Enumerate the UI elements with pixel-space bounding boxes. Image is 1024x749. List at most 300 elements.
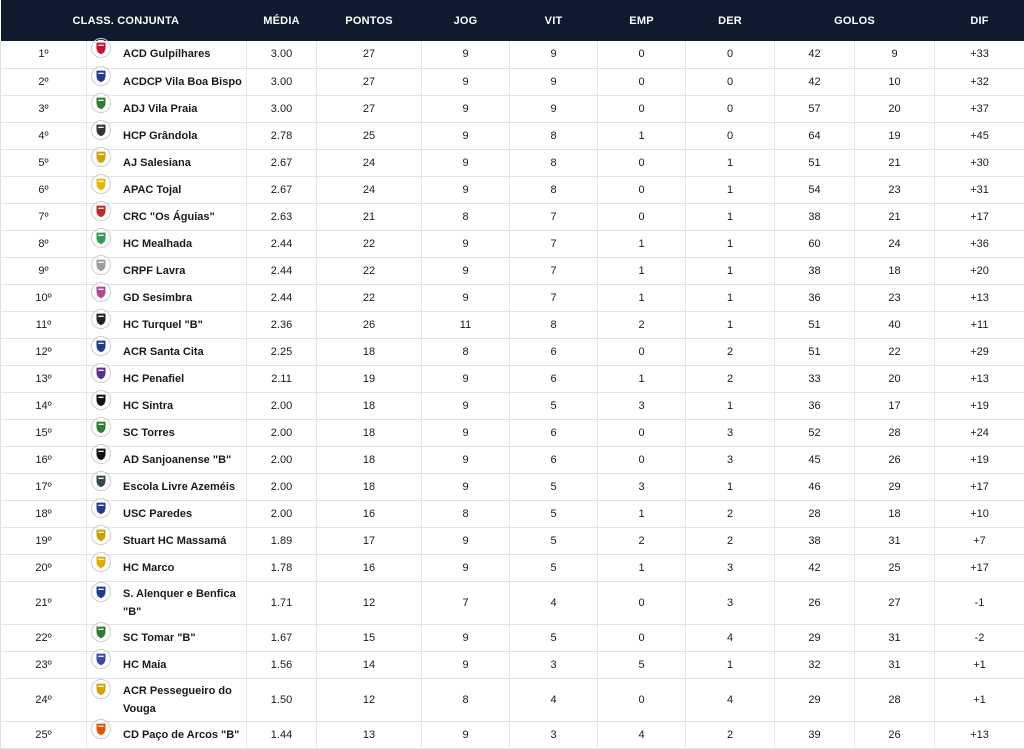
position-cell: 11º — [1, 311, 87, 338]
club-crest-icon — [91, 582, 111, 602]
table-row[interactable] — [1, 230, 1024, 257]
media-cell: 2.00 — [247, 392, 317, 419]
position-cell: 1º — [1, 41, 87, 68]
der-cell: 3 — [686, 554, 775, 581]
dif-cell: +17 — [935, 473, 1024, 500]
club-name[interactable]: GD Sesimbra — [123, 292, 192, 304]
club-cell[interactable] — [87, 257, 247, 284]
club-name[interactable]: CRPF Lavra — [123, 265, 185, 277]
goals-for-cell: 60 — [775, 230, 855, 257]
der-cell: 2 — [686, 338, 775, 365]
dif-cell: +31 — [935, 176, 1024, 203]
emp-cell: 1 — [598, 257, 686, 284]
dif-cell: +29 — [935, 338, 1024, 365]
jog-cell: 9 — [422, 392, 510, 419]
table-row[interactable] — [1, 721, 1024, 748]
media-cell: 2.67 — [247, 149, 317, 176]
emp-cell: 1 — [598, 554, 686, 581]
position-cell: 6º — [1, 176, 87, 203]
table-row[interactable] — [1, 651, 1024, 678]
jog-cell: 9 — [422, 149, 510, 176]
vit-cell: 6 — [510, 365, 598, 392]
table-row[interactable] — [1, 365, 1024, 392]
goals-for-cell: 38 — [775, 527, 855, 554]
col-header-der[interactable]: DER — [686, 0, 775, 41]
club-cell[interactable] — [87, 176, 247, 203]
col-header-emp[interactable]: EMP — [598, 0, 686, 41]
media-cell: 2.78 — [247, 122, 317, 149]
club-cell[interactable] — [87, 338, 247, 365]
media-cell: 2.00 — [247, 419, 317, 446]
club-crest-icon — [91, 147, 111, 167]
der-cell: 3 — [686, 581, 775, 624]
table-row[interactable] — [1, 338, 1024, 365]
position-cell: 23º — [1, 651, 87, 678]
table-row[interactable] — [1, 257, 1024, 284]
position-cell: 21º — [1, 581, 87, 624]
vit-cell: 5 — [510, 392, 598, 419]
club-crest-icon — [91, 66, 111, 86]
emp-cell: 2 — [598, 311, 686, 338]
club-cell[interactable] — [87, 284, 247, 311]
pontos-cell: 14 — [317, 651, 422, 678]
jog-cell: 9 — [422, 365, 510, 392]
club-cell[interactable] — [87, 392, 247, 419]
goals-for-cell: 46 — [775, 473, 855, 500]
jog-cell: 9 — [422, 419, 510, 446]
club-name[interactable]: HC Turquel "B" — [123, 319, 203, 331]
emp-cell: 0 — [598, 338, 686, 365]
jog-cell: 8 — [422, 500, 510, 527]
vit-cell: 4 — [510, 678, 598, 721]
club-crest-icon — [91, 282, 111, 302]
goals-for-cell: 28 — [775, 500, 855, 527]
club-crest-icon — [91, 622, 111, 642]
emp-cell: 1 — [598, 500, 686, 527]
jog-cell: 9 — [422, 95, 510, 122]
club-cell[interactable] — [87, 473, 247, 500]
club-cell[interactable] — [87, 446, 247, 473]
club-crest-icon — [91, 525, 111, 545]
dif-cell: +19 — [935, 392, 1024, 419]
table-row[interactable] — [1, 149, 1024, 176]
goals-for-cell: 64 — [775, 122, 855, 149]
vit-cell: 6 — [510, 446, 598, 473]
club-name[interactable]: CRC "Os Águias" — [123, 211, 215, 223]
club-crest-icon — [91, 552, 111, 572]
club-name[interactable]: HC Mealhada — [123, 238, 192, 250]
club-name[interactable]: HC Maia — [123, 659, 166, 671]
club-cell[interactable] — [87, 500, 247, 527]
club-cell[interactable] — [87, 203, 247, 230]
goals-for-cell: 51 — [775, 311, 855, 338]
goals-for-cell: 26 — [775, 581, 855, 624]
emp-cell: 0 — [598, 68, 686, 95]
club-cell[interactable] — [87, 721, 247, 748]
goals-against-cell: 25 — [855, 554, 935, 581]
col-header-dif[interactable]: DIF — [935, 0, 1024, 41]
table-row[interactable] — [1, 678, 1024, 721]
goals-against-cell: 40 — [855, 311, 935, 338]
position-cell: 15º — [1, 419, 87, 446]
dif-cell: +17 — [935, 554, 1024, 581]
vit-cell: 7 — [510, 230, 598, 257]
club-crest-icon — [91, 471, 111, 491]
table-row[interactable] — [1, 203, 1024, 230]
dif-cell: +45 — [935, 122, 1024, 149]
col-header-golos[interactable]: GOLOS — [775, 0, 935, 41]
position-cell: 14º — [1, 392, 87, 419]
goals-against-cell: 20 — [855, 95, 935, 122]
table-row[interactable] — [1, 176, 1024, 203]
goals-for-cell: 39 — [775, 721, 855, 748]
der-cell: 1 — [686, 651, 775, 678]
club-cell[interactable] — [87, 149, 247, 176]
emp-cell: 5 — [598, 651, 686, 678]
pontos-cell: 27 — [317, 41, 422, 68]
media-cell: 2.44 — [247, 257, 317, 284]
dif-cell: +11 — [935, 311, 1024, 338]
pontos-cell: 16 — [317, 500, 422, 527]
vit-cell: 7 — [510, 284, 598, 311]
club-crest-icon — [91, 38, 111, 58]
club-crest-icon — [91, 498, 111, 518]
table-header — [1, 0, 1024, 41]
goals-against-cell: 20 — [855, 365, 935, 392]
goals-for-cell: 33 — [775, 365, 855, 392]
pontos-cell: 13 — [317, 721, 422, 748]
jog-cell: 9 — [422, 446, 510, 473]
pontos-cell: 22 — [317, 284, 422, 311]
club-cell[interactable] — [87, 527, 247, 554]
club-name[interactable]: HCP Grândola — [123, 130, 197, 142]
emp-cell: 0 — [598, 581, 686, 624]
pontos-cell: 27 — [317, 68, 422, 95]
vit-cell: 5 — [510, 624, 598, 651]
media-cell: 3.00 — [247, 41, 317, 68]
club-cell[interactable] — [87, 419, 247, 446]
club-name[interactable]: ACR Santa Cita — [123, 346, 204, 358]
club-cell[interactable] — [87, 624, 247, 651]
vit-cell: 3 — [510, 651, 598, 678]
emp-cell: 1 — [598, 230, 686, 257]
goals-against-cell: 24 — [855, 230, 935, 257]
emp-cell: 0 — [598, 678, 686, 721]
jog-cell: 9 — [422, 527, 510, 554]
club-crest-icon — [91, 417, 111, 437]
goals-against-cell: 9 — [855, 41, 935, 68]
table-body — [1, 41, 1024, 748]
jog-cell: 9 — [422, 721, 510, 748]
goals-for-cell: 36 — [775, 284, 855, 311]
club-name[interactable]: HC Sintra — [123, 400, 173, 412]
media-cell: 1.89 — [247, 527, 317, 554]
col-header-media[interactable]: MÉDIA — [247, 0, 317, 41]
dif-cell: +7 — [935, 527, 1024, 554]
media-cell: 2.67 — [247, 176, 317, 203]
emp-cell: 0 — [598, 419, 686, 446]
position-cell: 7º — [1, 203, 87, 230]
emp-cell: 0 — [598, 176, 686, 203]
jog-cell: 9 — [422, 122, 510, 149]
club-name[interactable]: APAC Tojal — [123, 184, 181, 196]
vit-cell: 5 — [510, 527, 598, 554]
der-cell: 3 — [686, 419, 775, 446]
goals-against-cell: 21 — [855, 203, 935, 230]
dif-cell: +32 — [935, 68, 1024, 95]
pontos-cell: 27 — [317, 95, 422, 122]
jog-cell: 8 — [422, 338, 510, 365]
dif-cell: +13 — [935, 284, 1024, 311]
position-cell: 19º — [1, 527, 87, 554]
table-row[interactable] — [1, 311, 1024, 338]
media-cell: 3.00 — [247, 68, 317, 95]
table-row[interactable] — [1, 527, 1024, 554]
goals-for-cell: 38 — [775, 257, 855, 284]
media-cell: 2.36 — [247, 311, 317, 338]
dif-cell: +36 — [935, 230, 1024, 257]
jog-cell: 9 — [422, 230, 510, 257]
der-cell: 1 — [686, 149, 775, 176]
dif-cell: +13 — [935, 721, 1024, 748]
jog-cell: 9 — [422, 554, 510, 581]
goals-against-cell: 31 — [855, 651, 935, 678]
goals-against-cell: 17 — [855, 392, 935, 419]
emp-cell: 4 — [598, 721, 686, 748]
position-cell: 9º — [1, 257, 87, 284]
club-name[interactable]: SC Tomar "B" — [123, 632, 196, 644]
dif-cell: +1 — [935, 678, 1024, 721]
emp-cell: 3 — [598, 392, 686, 419]
position-cell: 17º — [1, 473, 87, 500]
club-name[interactable]: ACR Pessegueiro do Vouga — [123, 682, 246, 718]
club-cell[interactable] — [87, 365, 247, 392]
position-cell: 2º — [1, 68, 87, 95]
der-cell: 2 — [686, 721, 775, 748]
media-cell: 2.63 — [247, 203, 317, 230]
table-row[interactable] — [1, 392, 1024, 419]
col-header-vit[interactable]: VIT — [510, 0, 598, 41]
emp-cell: 0 — [598, 41, 686, 68]
pontos-cell: 18 — [317, 392, 422, 419]
club-name[interactable]: SC Torres — [123, 427, 175, 439]
goals-for-cell: 36 — [775, 392, 855, 419]
col-header-jog[interactable]: JOG — [422, 0, 510, 41]
pontos-cell: 19 — [317, 365, 422, 392]
media-cell: 1.50 — [247, 678, 317, 721]
club-name[interactable]: HC Penafiel — [123, 373, 184, 385]
goals-for-cell: 38 — [775, 203, 855, 230]
der-cell: 1 — [686, 311, 775, 338]
goals-for-cell: 32 — [775, 651, 855, 678]
club-cell[interactable] — [87, 581, 247, 624]
position-cell: 4º — [1, 122, 87, 149]
media-cell: 1.78 — [247, 554, 317, 581]
club-name[interactable]: CD Paço de Arcos "B" — [123, 729, 239, 741]
vit-cell: 5 — [510, 500, 598, 527]
jog-cell: 8 — [422, 678, 510, 721]
club-crest-icon — [91, 390, 111, 410]
der-cell: 3 — [686, 446, 775, 473]
club-cell[interactable] — [87, 41, 247, 68]
table-row[interactable] — [1, 284, 1024, 311]
der-cell: 1 — [686, 284, 775, 311]
jog-cell: 8 — [422, 203, 510, 230]
jog-cell: 9 — [422, 624, 510, 651]
club-name[interactable]: HC Marco — [123, 562, 174, 574]
table-row[interactable] — [1, 122, 1024, 149]
media-cell: 2.00 — [247, 500, 317, 527]
pontos-cell: 12 — [317, 581, 422, 624]
club-crest-icon — [91, 336, 111, 356]
club-cell[interactable] — [87, 311, 247, 338]
pontos-cell: 18 — [317, 446, 422, 473]
club-crest-icon — [91, 363, 111, 383]
club-name[interactable]: AJ Salesiana — [123, 157, 191, 169]
der-cell: 0 — [686, 68, 775, 95]
club-name[interactable]: Escola Livre Azeméis — [123, 481, 235, 493]
club-cell[interactable] — [87, 678, 247, 721]
table-row[interactable] — [1, 473, 1024, 500]
table-row[interactable] — [1, 41, 1024, 68]
table-row[interactable] — [1, 554, 1024, 581]
table-row[interactable] — [1, 95, 1024, 122]
dif-cell: +33 — [935, 41, 1024, 68]
jog-cell: 9 — [422, 284, 510, 311]
goals-for-cell: 29 — [775, 624, 855, 651]
goals-against-cell: 31 — [855, 624, 935, 651]
jog-cell: 9 — [422, 68, 510, 95]
club-cell[interactable] — [87, 68, 247, 95]
dif-cell: +17 — [935, 203, 1024, 230]
club-cell[interactable] — [87, 122, 247, 149]
position-cell: 24º — [1, 678, 87, 721]
club-name[interactable]: ACD Gulpilhares — [123, 48, 210, 60]
club-crest-icon — [91, 719, 111, 739]
der-cell: 1 — [686, 230, 775, 257]
goals-for-cell: 54 — [775, 176, 855, 203]
goals-against-cell: 18 — [855, 500, 935, 527]
vit-cell: 8 — [510, 149, 598, 176]
club-name[interactable]: ACDCP Vila Boa Bispo — [123, 76, 242, 88]
der-cell: 0 — [686, 122, 775, 149]
vit-cell: 7 — [510, 203, 598, 230]
der-cell: 2 — [686, 500, 775, 527]
goals-against-cell: 23 — [855, 176, 935, 203]
table-row[interactable] — [1, 419, 1024, 446]
pontos-cell: 22 — [317, 257, 422, 284]
emp-cell: 0 — [598, 624, 686, 651]
goals-for-cell: 42 — [775, 41, 855, 68]
club-name[interactable]: Stuart HC Massamá — [123, 535, 226, 547]
der-cell: 1 — [686, 203, 775, 230]
position-cell: 8º — [1, 230, 87, 257]
jog-cell: 9 — [422, 473, 510, 500]
goals-for-cell: 51 — [775, 338, 855, 365]
pontos-cell: 12 — [317, 678, 422, 721]
dif-cell: +10 — [935, 500, 1024, 527]
vit-cell: 4 — [510, 581, 598, 624]
goals-against-cell: 31 — [855, 527, 935, 554]
emp-cell: 0 — [598, 95, 686, 122]
club-cell[interactable] — [87, 651, 247, 678]
goals-against-cell: 23 — [855, 284, 935, 311]
club-name[interactable]: USC Paredes — [123, 508, 192, 520]
col-header-pontos[interactable]: PONTOS — [317, 0, 422, 41]
club-name[interactable]: AD Sanjoanense "B" — [123, 454, 231, 466]
goals-against-cell: 26 — [855, 721, 935, 748]
col-header-club[interactable]: CLASS. CONJUNTA — [1, 0, 247, 41]
der-cell: 4 — [686, 678, 775, 721]
jog-cell: 9 — [422, 41, 510, 68]
position-cell: 10º — [1, 284, 87, 311]
club-name[interactable]: S. Alenquer e Benfica "B" — [123, 585, 246, 621]
position-cell: 25º — [1, 721, 87, 748]
position-cell: 22º — [1, 624, 87, 651]
vit-cell: 9 — [510, 41, 598, 68]
dif-cell: +13 — [935, 365, 1024, 392]
pontos-cell: 22 — [317, 230, 422, 257]
der-cell: 0 — [686, 95, 775, 122]
club-cell[interactable] — [87, 95, 247, 122]
club-crest-icon — [91, 309, 111, 329]
der-cell: 1 — [686, 257, 775, 284]
emp-cell: 0 — [598, 203, 686, 230]
der-cell: 2 — [686, 527, 775, 554]
pontos-cell: 26 — [317, 311, 422, 338]
der-cell: 4 — [686, 624, 775, 651]
goals-for-cell: 29 — [775, 678, 855, 721]
vit-cell: 5 — [510, 554, 598, 581]
position-cell: 12º — [1, 338, 87, 365]
dif-cell: -1 — [935, 581, 1024, 624]
club-name[interactable]: ADJ Vila Praia — [123, 103, 197, 115]
dif-cell: +37 — [935, 95, 1024, 122]
goals-against-cell: 27 — [855, 581, 935, 624]
table-row[interactable] — [1, 624, 1024, 651]
club-cell[interactable] — [87, 230, 247, 257]
pontos-cell: 25 — [317, 122, 422, 149]
emp-cell: 1 — [598, 284, 686, 311]
club-crest-icon — [91, 174, 111, 194]
goals-for-cell: 57 — [775, 95, 855, 122]
table-row[interactable] — [1, 68, 1024, 95]
position-cell: 20º — [1, 554, 87, 581]
dif-cell: +20 — [935, 257, 1024, 284]
der-cell: 1 — [686, 176, 775, 203]
position-cell: 5º — [1, 149, 87, 176]
goals-for-cell: 45 — [775, 446, 855, 473]
pontos-cell: 18 — [317, 338, 422, 365]
table-row[interactable] — [1, 500, 1024, 527]
vit-cell: 6 — [510, 419, 598, 446]
dif-cell: +19 — [935, 446, 1024, 473]
position-cell: 13º — [1, 365, 87, 392]
media-cell: 1.44 — [247, 721, 317, 748]
club-crest-icon — [91, 228, 111, 248]
goals-against-cell: 28 — [855, 678, 935, 721]
vit-cell: 5 — [510, 473, 598, 500]
table-row[interactable] — [1, 581, 1024, 624]
goals-for-cell: 42 — [775, 554, 855, 581]
table-row[interactable] — [1, 446, 1024, 473]
pontos-cell: 17 — [317, 527, 422, 554]
club-cell[interactable] — [87, 554, 247, 581]
jog-cell: 9 — [422, 651, 510, 678]
vit-cell: 6 — [510, 338, 598, 365]
goals-against-cell: 29 — [855, 473, 935, 500]
vit-cell: 9 — [510, 95, 598, 122]
